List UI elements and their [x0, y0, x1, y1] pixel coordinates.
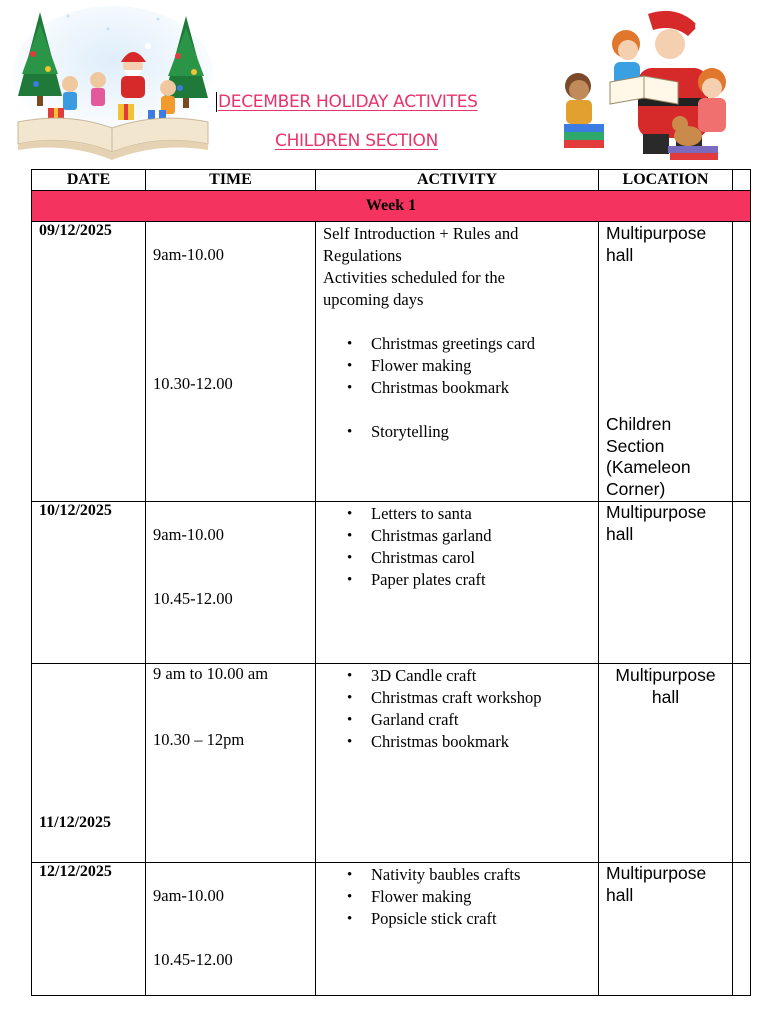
row-time: [146, 664, 316, 863]
row-time: [146, 863, 316, 996]
santa-reading-illustration: [548, 6, 738, 162]
blank-cell: [733, 664, 751, 863]
location-text: Multipurpose hall: [606, 863, 707, 905]
time-slot: 9am-10.00: [153, 525, 225, 544]
row-location: [599, 502, 733, 664]
row-time: [146, 502, 316, 664]
row-date: 11/12/2025: [32, 664, 146, 863]
column-header-activity: ACTIVITY: [316, 170, 599, 191]
blank-cell: [733, 502, 751, 664]
time-slot: 10.45-12.00: [153, 950, 233, 969]
table-row: [32, 222, 751, 502]
row-activity: [316, 502, 599, 664]
row-location: [599, 664, 733, 863]
activity-list: [323, 421, 598, 443]
column-header-date: DATE: [32, 170, 146, 191]
time-slot: 9 am to 10.00 am: [153, 664, 269, 683]
row-date: 10/12/2025: [32, 502, 146, 664]
column-header-blank: [733, 170, 751, 191]
week-label: Week 1: [32, 191, 751, 222]
list-item: • Flower making: [323, 355, 598, 377]
activity-list: [323, 503, 598, 591]
row-activity: [316, 222, 599, 502]
intro-line: upcoming days: [323, 290, 424, 309]
blank-cell: [733, 863, 751, 996]
column-header-location: LOCATION: [599, 170, 733, 191]
location-text: Children Section (Kameleon Corner): [606, 414, 691, 499]
row-date: 09/12/2025: [32, 222, 146, 502]
intro-line: Regulations: [323, 246, 402, 265]
table-header-row: [32, 170, 751, 191]
time-slot: 10.30 – 12pm: [153, 730, 245, 749]
intro-line: Activities scheduled for the: [323, 268, 505, 287]
time-slot: 9am-10.00: [153, 245, 225, 264]
row-activity: [316, 863, 599, 996]
list-item: • Christmas craft workshop: [323, 687, 598, 709]
list-item: • Nativity baubles crafts: [323, 864, 598, 886]
table-row: [32, 664, 751, 863]
week-band-row: [32, 191, 751, 222]
activity-list: [323, 333, 598, 399]
list-item: • Storytelling: [323, 421, 598, 443]
list-item: • Popsicle stick craft: [323, 908, 598, 930]
list-item: • Letters to santa: [323, 503, 598, 525]
row-activity: [316, 664, 599, 863]
page-title: DECEMBER HOLIDAY ACTIVITES: [218, 92, 478, 112]
list-item: • 3D Candle craft: [323, 665, 598, 687]
location-text: Multipurpose hall: [615, 665, 716, 707]
page-header: [0, 0, 761, 170]
page-subtitle: CHILDREN SECTION: [275, 131, 439, 151]
location-text: Multipurpose hall: [606, 223, 707, 265]
activity-list: [323, 665, 598, 753]
intro-line: Self Introduction + Rules and: [323, 224, 519, 243]
list-item: • Christmas bookmark: [323, 377, 598, 399]
time-slot: 9am-10.00: [153, 886, 225, 905]
row-location: [599, 863, 733, 996]
time-slot: 10.30-12.00: [153, 374, 233, 393]
column-header-time: TIME: [146, 170, 316, 191]
list-item: • Christmas carol: [323, 547, 598, 569]
location-text: Multipurpose hall: [606, 502, 707, 544]
list-item: • Christmas garland: [323, 525, 598, 547]
christmas-storybook-illustration: [8, 4, 218, 166]
time-slot: 10.45-12.00: [153, 589, 233, 608]
list-item: • Christmas greetings card: [323, 333, 598, 355]
blank-cell: [733, 222, 751, 502]
list-item: • Paper plates craft: [323, 569, 598, 591]
row-date: 12/12/2025: [32, 863, 146, 996]
row-location: [599, 222, 733, 502]
table-row: [32, 502, 751, 664]
table-row: [32, 863, 751, 996]
schedule-table: [31, 169, 751, 996]
list-item: • Flower making: [323, 886, 598, 908]
list-item: • Christmas bookmark: [323, 731, 598, 753]
row-time: [146, 222, 316, 502]
activity-list: [323, 864, 598, 930]
list-item: • Garland craft: [323, 709, 598, 731]
